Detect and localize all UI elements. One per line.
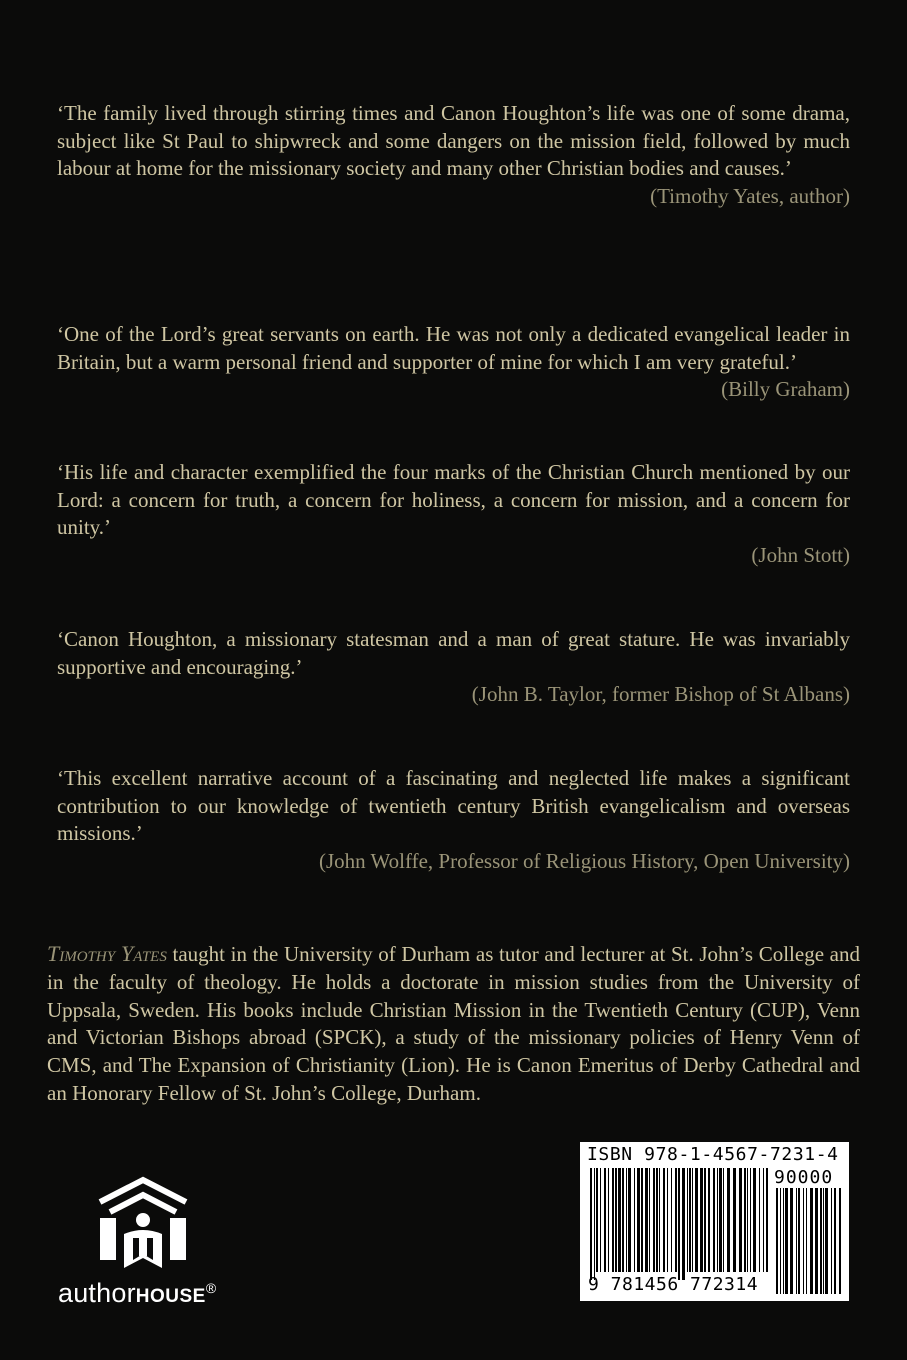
barcode-bar [626, 1168, 627, 1272]
barcode-bar [687, 1168, 688, 1272]
barcode-bar [766, 1168, 768, 1272]
barcode-bar [750, 1168, 751, 1272]
quote-1 [57, 100, 850, 210]
price-code: 90000 [774, 1167, 834, 1188]
barcode-bar [744, 1168, 746, 1272]
barcode-bar [678, 1168, 680, 1280]
barcode-bar [810, 1188, 813, 1294]
quote-3-attribution: (John Stott) [751, 542, 850, 567]
barcode-bar [618, 1168, 621, 1272]
barcode-bar [628, 1168, 631, 1272]
barcode-bar [796, 1188, 797, 1294]
barcode-bar [815, 1188, 818, 1294]
quote-5 [57, 765, 850, 875]
barcode-bar [834, 1188, 836, 1294]
barcode-bar [713, 1168, 715, 1272]
barcode-bar [708, 1168, 710, 1272]
isbn-label: ISBN 978-1-4567-7231-4 [587, 1144, 839, 1165]
registered-mark: ® [205, 1280, 217, 1296]
barcode-bar [759, 1168, 760, 1272]
bio-text: taught in the University of Durham as tutor and lecturer at St. John’s College and in the faculty of theology. He holds a doctorate in mission studies from the University of Uppsala, Sweden. His books include Christian Mission in the Twentieth Century (CUP), Venn and Victorian Bishops abroad (SPCK), a study of the missionary policies of Henry Venn of CMS, and The Expansion of Christianity (Lion). He is Canon Emeritus of Derby Cathedral and an Honorary Fellow of St. John’s College, Durham. [47, 942, 861, 1105]
barcode-bar [695, 1168, 698, 1272]
barcode-bar [604, 1168, 606, 1272]
quote-2-attribution: (Billy Graham) [721, 377, 850, 401]
publisher-name-part2: HOUSE [135, 1286, 206, 1307]
author-bio [47, 940, 860, 1108]
barcode-bar [622, 1168, 624, 1272]
barcode-bar [675, 1168, 677, 1272]
barcode-bar [671, 1168, 672, 1272]
barcode-bar [590, 1168, 592, 1280]
quote-1-text: ‘The family lived through stirring times and Canon Houghton’s life was one of some drama, subject like St Paul to shipwreck and some dangers on the mission field, followed by much labour at home for the missionary society and many other Christian bodies and causes.’ [57, 101, 850, 180]
barcode-bar [682, 1168, 685, 1280]
barcode-bar [600, 1168, 601, 1272]
quote-4 [57, 626, 850, 709]
barcode-bar [659, 1168, 660, 1272]
quote-3 [57, 459, 850, 569]
barcode-bar [615, 1168, 617, 1272]
authorhouse-logo-icon [96, 1176, 190, 1276]
barcode-bar [839, 1188, 841, 1294]
quote-3-text: ‘His life and character exemplified the four marks of the Christian Church mentioned by our Lord: a concern for truth, a concern for holiness, a concern for mission, and a concern for unity.’ [57, 460, 850, 539]
barcode-bar [790, 1188, 793, 1294]
publisher-name-part1: author [58, 1278, 136, 1308]
barcode-bar [719, 1168, 722, 1272]
barcode-bar [825, 1188, 828, 1294]
barcode-bar [689, 1168, 691, 1272]
barcode-bar [733, 1168, 736, 1272]
barcode-bar [820, 1188, 822, 1294]
barcode-bar [649, 1168, 650, 1272]
barcode-bar [831, 1188, 832, 1294]
barcode-bar [823, 1188, 824, 1294]
barcode-bar [692, 1168, 693, 1272]
barcode-bar [717, 1168, 718, 1272]
barcode-bar [798, 1188, 800, 1294]
quote-5-text: ‘This excellent narrative account of a fascinating and neglected life makes a significant contribution to our knowledge of twentieth century British evangelicalism and overseas missions.’ [57, 766, 850, 845]
barcode-bar [653, 1168, 655, 1272]
isbn-barcode [580, 1142, 849, 1301]
addon-barcode-bars [776, 1188, 842, 1294]
barcode-bar [704, 1168, 706, 1272]
barcode-bar [780, 1188, 781, 1294]
quote-4-attribution: (John B. Taylor, former Bishop of St Albans) [471, 682, 850, 706]
quote-5-attribution: (John Wolffe, Professor of Religious History, Open University) [318, 848, 850, 873]
barcode-bar [753, 1168, 756, 1272]
barcode-bar [763, 1168, 764, 1272]
barcode-bar [612, 1168, 614, 1272]
barcode-bar [594, 1168, 595, 1280]
barcode-bar [608, 1168, 609, 1272]
barcode-bar [663, 1168, 665, 1272]
barcode-bar [747, 1168, 748, 1272]
barcode-bar [637, 1168, 640, 1272]
quote-2 [57, 321, 850, 404]
quote-1-attribution: (Timothy Yates, author) [650, 183, 850, 208]
quote-4-text: ‘Canon Houghton, a missionary statesman and a man of great stature. He was invariably supportive and encouraging.’ [57, 627, 850, 679]
barcode-bar [596, 1168, 598, 1272]
barcode-bar [785, 1188, 788, 1294]
barcode-bar [806, 1188, 807, 1294]
publisher-wordmark [58, 1278, 216, 1309]
ean-barcode-bars [590, 1168, 770, 1280]
barcode-bar [727, 1168, 730, 1272]
barcode-bar [634, 1168, 635, 1272]
barcode-bar [723, 1168, 724, 1272]
barcode-bar [656, 1168, 658, 1272]
barcode-bar [645, 1168, 648, 1272]
barcode-bar [700, 1168, 703, 1272]
publisher-logo [58, 1170, 258, 1310]
barcode-bar [739, 1168, 742, 1272]
ean-digits: 9 781456 772314 [588, 1274, 759, 1295]
barcode-bar [803, 1188, 804, 1294]
barcode-bar [776, 1188, 778, 1294]
barcode-bar [783, 1188, 784, 1294]
barcode-bar [667, 1168, 668, 1272]
quote-2-text: ‘One of the Lord’s great servants on earth. He was not only a dedicated evangelical leader in Britain, but a warm personal friend and supporter of mine for which I am very grateful.’ [57, 322, 850, 374]
barcode-bar [641, 1168, 643, 1272]
bio-author-name: Timothy Yates [47, 941, 167, 966]
